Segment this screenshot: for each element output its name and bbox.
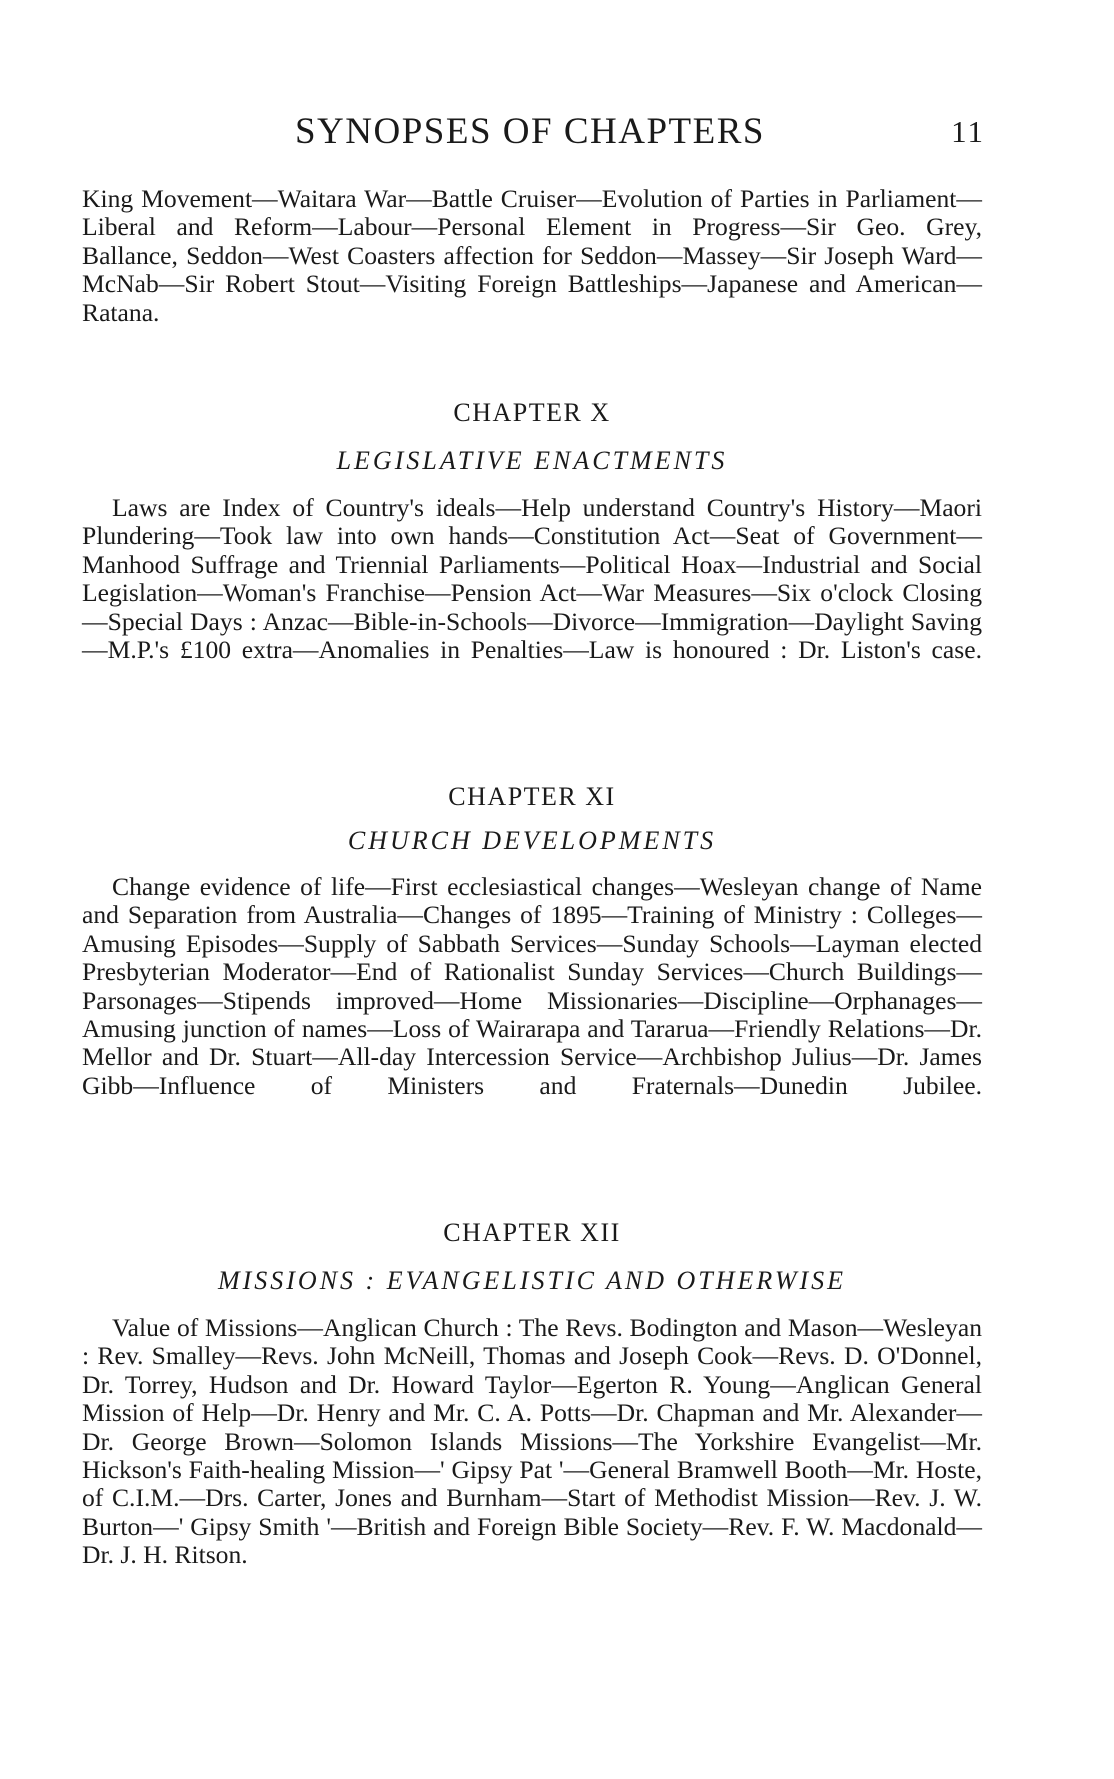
chapter-x-subtitle: LEGISLATIVE ENACTMENTS <box>336 446 728 475</box>
chapter-xi-heading: CHAPTER XI <box>448 782 616 811</box>
chapter-x-synopsis <box>82 494 982 664</box>
synopsis-paragraph: King Movement—Waitara War—Battle Cruiser—Evolution of Parties in Parliament—Liberal and Reform—Labour—Personal Element in Progress—Sir Geo. Grey, Ballance, Seddon—West Coasters affection for Seddon—Massey—Sir Joseph Ward—McNab—Sir Robert Stout—Visiting Foreign Battleships—Japanese and American—Ratana. <box>82 184 982 327</box>
synopsis-paragraph: Value of Missions—Anglican Church : The Revs. Bodington and Mason—Wesleyan : Rev. Smalley—Revs. John McNeill, Thomas and Joseph Cook—Revs. D. O'Donnel, Dr. Torrey, Hudson and Dr. Howard Taylor—Egerton R. Young—Anglican General Mission of Help—Dr. Henry and Mr. C. A. Potts—Dr. Chapman and Mr. Alexander—Dr. George Brown—Solomon Islands Missions—The Yorkshire Evangelist—Mr. Hickson's Faith-healing Mission—' Gipsy Pat '—General Bramwell Booth—Mr. Hoste, of C.I.M.—Drs. Carter, Jones and Burnham—Start of Methodist Mission—Rev. J. W. Burton—' Gipsy Smith '—British and Foreign Bible Society—Rev. F. W. Macdonald—Dr. J. H. Ritson. <box>82 1313 982 1570</box>
chapter-ix-synopsis <box>82 185 982 327</box>
chapter-xii-subtitle: MISSIONS : EVANGELISTIC AND OTHERWISE <box>217 1266 847 1295</box>
synopsis-paragraph: Laws are Index of Country's ideals—Help understand Country's History—Maori Plundering—Took law into own hands—Constitution Act—Seat of Government—Manhood Suffrage and Triennial Parliaments—Political Hoax—Industrial and Social Legislation—Woman's Franchise—Pension Act—War Measures—Six o'clock Closing—Special Days : Anzac—Bible-in-Schools—Divorce—Immigration—Daylight Saving—M.P.'s £100 extra—Anomalies in Penalties—Law is honoured : Dr. Liston's case. <box>82 493 982 665</box>
chapter-xii-synopsis <box>82 1314 982 1570</box>
page-number: 11 <box>951 114 985 149</box>
running-head <box>80 110 985 160</box>
chapter-xii-heading: CHAPTER XII <box>443 1218 621 1247</box>
chapter-x-heading: CHAPTER X <box>453 398 611 427</box>
chapter-xi-synopsis <box>82 873 982 1100</box>
running-title: SYNOPSES OF CHAPTERS <box>294 111 766 152</box>
chapter-xi-subtitle: CHURCH DEVELOPMENTS <box>347 826 717 855</box>
synopsis-paragraph: Change evidence of life—First ecclesiastical changes—Wesleyan change of Name and Separation from Australia—Changes of 1895—Training of Ministry : Colleges—Amusing Episodes—Supply of Sabbath Services—Sunday Schools—Layman elected Presbyterian Moderator—End of Rationalist Sunday Services—Church Buildings—Parsonages—Stipends improved—Home Missionaries—Discipline—Orphanages—Amusing junction of names—Loss of Wairarapa and Tararua—Friendly Relations—Dr. Mellor and Dr. Stuart—All-day Intercession Service—Archbishop Julius—Dr. James Gibb—Influence of Ministers and Fraternals—Dunedin Jubilee. <box>82 872 982 1100</box>
